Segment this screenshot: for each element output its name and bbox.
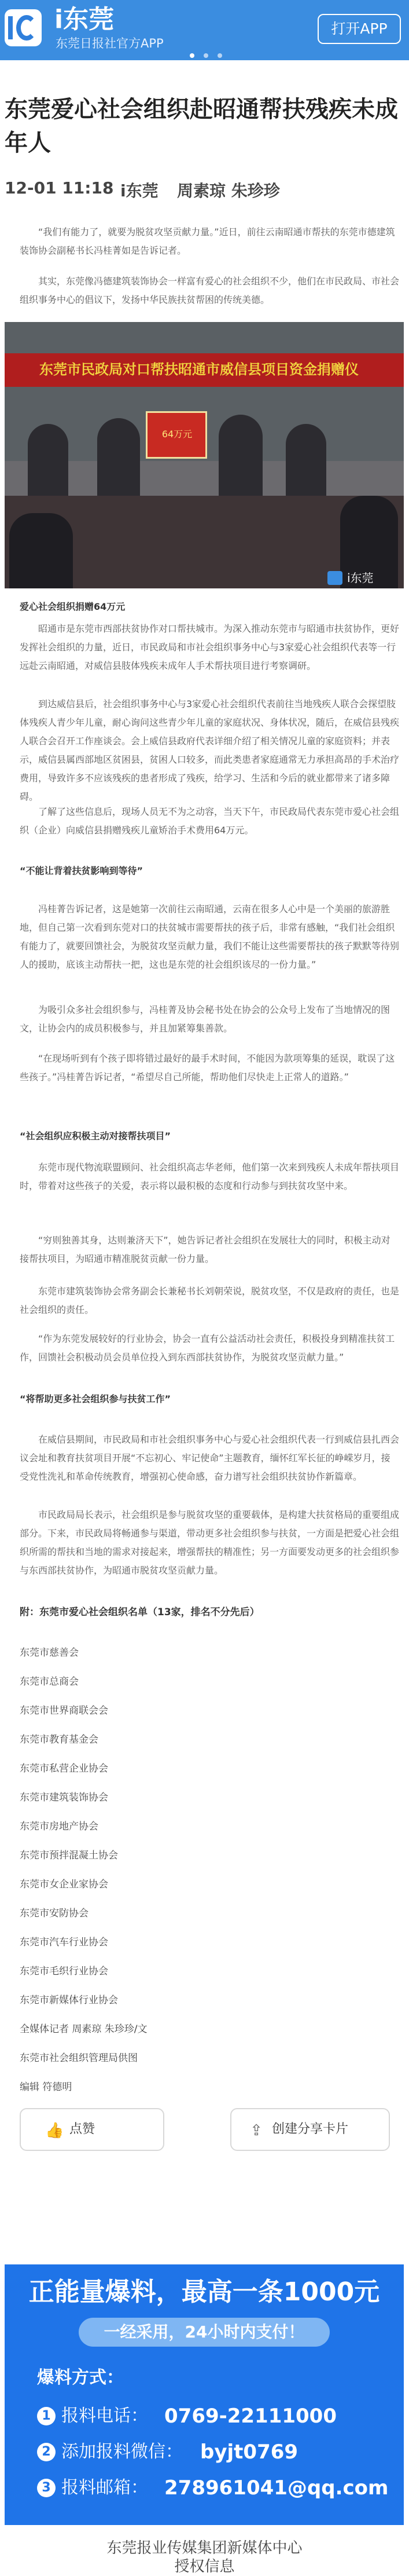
donation-board: 64万元: [146, 411, 207, 459]
share-label: 创建分享卡片: [272, 2122, 349, 2136]
section-heading: “社会组织应积极主动对接帮扶项目”: [20, 1130, 171, 1141]
list-item: 东莞市预拌混凝土协会: [20, 1850, 118, 1861]
photo-watermark: i东莞: [327, 570, 399, 586]
list-item: 编辑 符德明: [20, 2081, 72, 2093]
footer-license: 授权信息: [174, 2558, 235, 2575]
paragraph: 到达威信县后，社会组织事务中心与3家爱心社会组织代表前往当地残疾人联合会探望肢体残疾人青少年儿童，耐心询问这些青少年儿童的家庭状况、身体状况，随后，在威信县残疾人联合会召开工作座谈会。会上威信县政府代表详细介绍了相关情况儿童的家庭资料；并表示，威信县属西部地区贫困县，贫困人口较多，而此类患者家庭通常无力承担高昂的手术治疗费用，导致许多不应该残疾的患者形成了残疾，给学习、生活和今后的就业都带来了诸多障碍。: [20, 698, 400, 802]
article-photo: [5, 322, 404, 588]
list-item: 东莞市教育基金会: [20, 1734, 98, 1746]
app-subtitle: 东莞日报社官方APP: [56, 36, 164, 50]
article-title: 东莞爱心社会组织赴昭通帮扶残疾未成年人: [5, 96, 398, 156]
paragraph: 在威信县期间，市民政局和市社会组织事务中心与爱心社会组织代表一行到威信县扎西会议会址和教育扶贫项目开展“不忘初心、牢记使命”主题教育，缅怀红军长征的峥嵘岁月，接受党性洗礼和革命传统教育，增强初心使命感，奋力谱写社会组织扶贫协作新篇章。: [20, 1434, 400, 1482]
paragraph: 其实，东莞像冯德建筑装饰协会一样富有爱心的社会组织不少，他们在市民政局、市社会组织事务中心的倡议下，发扬中华民族扶贫帮困的传统美德。: [20, 276, 400, 305]
list-item: 全媒体记者 周素琼 朱珍珍/文: [20, 2024, 148, 2035]
app-name: i东莞: [54, 5, 115, 34]
create-share-card-button[interactable]: [230, 2108, 390, 2151]
list-item: 东莞市世界商联会会: [20, 1705, 108, 1717]
ad-method-label: 爆料方式：: [37, 2368, 124, 2388]
number-badge: 1: [37, 2407, 56, 2425]
article-source: i东莞: [120, 181, 159, 200]
publish-date: 12-01 11:18: [5, 178, 114, 197]
number-badge: 3: [37, 2479, 56, 2497]
paragraph: “在现场听到有个孩子即将错过最好的最手术时间，不能因为款项筹集的延误，耽误了这些孩子。”冯桂菁告诉记者，“希望尽自己所能，帮助他们尽快走上正常人的道路。”: [20, 1053, 395, 1082]
section-heading: “不能让背着扶贫影响到等待”: [20, 865, 143, 876]
paragraph: 市民政局局长表示，社会组织是参与脱贫攻坚的重要载体，是构建大扶贫格局的重要组成部分。下来，市民政局将畅通参与渠道，带动更多社会组织参与扶贫，一方面是把爱心社会组织所需的帮扶和当地的需求对接起来，增强帮扶的精准性；另一方面要发动更多的社会组织参与东西部扶贫协作，为昭通市脱贫攻坚贡献力量。: [20, 1509, 400, 1576]
article-authors: 周素琼 朱珍珍: [177, 181, 280, 200]
paragraph: 东莞市现代物流联盟顾问、社会组织高志华老师，他们第一次来到残疾人未成年帮扶项目时，带着对这些孩子的关爱，表示将以最积极的态度和行动参与到扶贫攻坚中来。: [20, 1162, 400, 1191]
paragraph: “作为东莞发展较好的行业协会，协会一直有公益活动社会责任，积极投身到精准扶贫工作，回馈社会积极动员会员单位投入到东西部扶贫协作，为脱贫攻坚贡献力量。”: [20, 1333, 395, 1363]
list-item: 东莞市安防协会: [20, 1908, 89, 1919]
like-button[interactable]: [20, 2108, 164, 2151]
ad-title: 正能量爆料，最高一条1000元: [28, 2277, 380, 2307]
number-badge: 2: [37, 2443, 56, 2461]
open-app-button[interactable]: 打开APP: [318, 14, 401, 44]
list-item: 东莞市女企业家协会: [20, 1879, 108, 1890]
paragraph: “我们有能力了，就要为脱贫攻坚贡献力量。”近日，前往云南昭通市帮扶的东莞市德建筑装饰协会副秘书长冯桂菁如是告诉记者。: [20, 226, 395, 256]
carousel-dots: [177, 53, 235, 58]
app-logo: [5, 9, 42, 46]
list-item: 东莞市总商会: [20, 1676, 79, 1688]
ad-subtitle: 一经采用，24小时内支付！: [79, 2318, 330, 2347]
paragraph: 昭通市是东莞市西部扶贫协作对口帮扶城市。为深入推动东莞市与昭通市扶贫协作，更好发挥社会组织的力量，近日，市民政局和市社会组织事务中心与3家爱心社会组织代表等一行远赴云南昭通，对威信县肢体残疾未成年人手术帮扶项目进行考察调研。: [20, 623, 400, 671]
paragraph: 东莞市建筑装饰协会常务副会长兼秘书长刘朝荣说，脱贫攻坚，不仅是政府的责任，也是社会组织的责任。: [20, 1286, 400, 1315]
hotline-value: 0769-22111000: [164, 2405, 337, 2428]
list-item: 东莞市毛织行业协会: [20, 1966, 108, 1977]
paragraph: 了解了这些信息后，现场人员无不为之动容，当天下午，市民政局代表东莞市爱心社会组织（企业）向威信县捐赠残疾儿童矫治手术费用64万元。: [20, 806, 400, 836]
paragraph: “穷则独善其身，达则兼济天下”，她告诉记者社会组织在发展壮大的同时，积极主动对接帮扶项目，为昭通市精准脱贫贡献一份力量。: [20, 1235, 390, 1264]
list-heading: 附：东莞市爱心社会组织名单（13家，排名不分先后）: [20, 1607, 260, 1618]
list-item: 东莞市慈善会: [20, 1647, 79, 1659]
like-label: 点赞: [69, 2122, 95, 2136]
photo-banner: 东莞市民政局对口帮扶昭通市威信县项目资金捐赠仪: [5, 353, 404, 387]
wechat-value: byjt0769: [200, 2440, 299, 2464]
tipoff-ad-banner[interactable]: 正能量爆料，最高一条1000元 一经采用，24小时内支付！ 爆料方式： 1 报料电话： 0769-22111000 2 添加报料微信： byjt0769 3 报料邮箱： 278961041@qq.com: [5, 2264, 404, 2525]
paragraph: 冯桂菁告诉记者，这是她第一次前往云南昭通，云南在很多人心中是一个美丽的旅游胜地，但自己第一次看到东莞对口的扶贫城市需要帮扶的孩子后，非常有感触，“我们社会组织有能力了，就要回馈社会，为脱贫攻坚贡献力量，我们不能让这些需要帮扶的孩子默默等待别人的援助，底该主动帮扶一把，这也是东莞的社会组织该尽的一份力量。”: [20, 903, 400, 970]
list-item: 东莞市建筑装饰协会: [20, 1792, 108, 1803]
share-card-icon: ⇪: [250, 2122, 263, 2139]
list-item: 东莞市私营企业协会: [20, 1763, 108, 1774]
app-download-bar: [0, 0, 409, 60]
list-item: 东莞市新媒体行业协会: [20, 1995, 118, 2006]
list-item: 东莞市汽车行业协会: [20, 1937, 108, 1948]
footer-organization: 东莞报业传媒集团新媒体中心: [106, 2540, 303, 2557]
email-value: 278961041@qq.com: [164, 2476, 389, 2500]
section-heading: 爱心社会组织捐赠64万元: [20, 601, 126, 612]
list-item: 东莞市社会组织管理局供图: [20, 2052, 138, 2064]
paragraph: 为吸引众多社会组织参与，冯桂菁及协会秘书处在协会的公众号上发布了当地情况的图文，让协会内的成员积极参与，并且加紧筹集善款。: [20, 1004, 390, 1034]
thumbs-up-icon: 👍: [45, 2122, 64, 2139]
section-heading: “将帮助更多社会组织参与扶贫工作”: [20, 1393, 171, 1404]
list-item: 东莞市房地产协会: [20, 1821, 98, 1832]
